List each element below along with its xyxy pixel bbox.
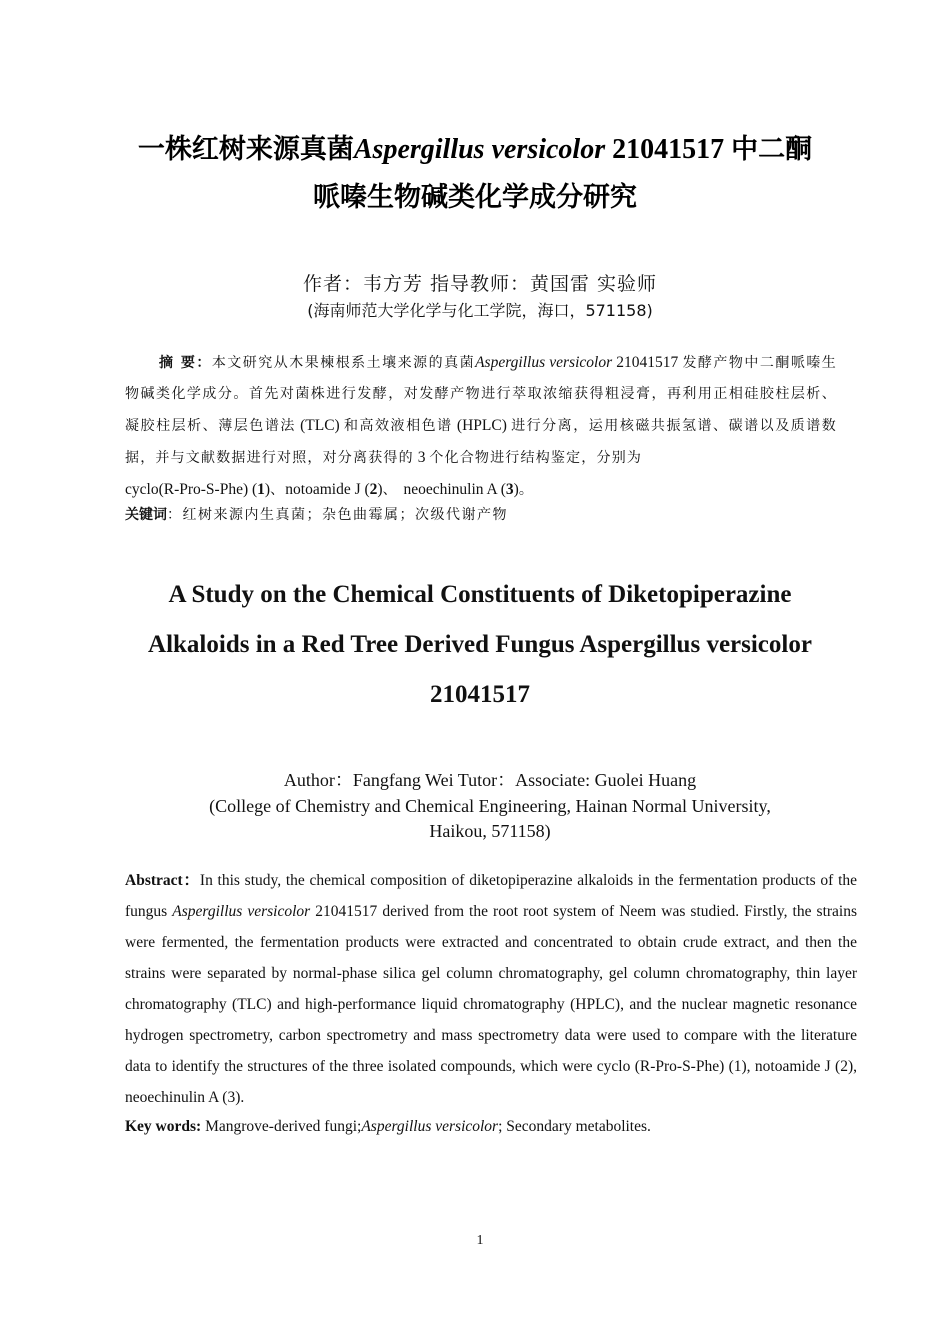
page-number: 1 <box>476 1233 484 1248</box>
english-abstract-label: Abstract： <box>125 872 200 889</box>
english-author-line: Author：Fangfang Wei Tutor：Associate: Guolei Huang <box>283 770 697 790</box>
chinese-abstract-label: 摘 要： <box>159 355 212 371</box>
title-species: Aspergillus versicolor <box>353 134 606 165</box>
compound-3: neoechinulin A (3) <box>403 481 519 498</box>
chinese-keywords-label: 关键词 <box>125 507 167 523</box>
english-title-line-1: A Study on the Chemical Constituents of Diketopiperazine <box>168 581 792 608</box>
english-abstract: Abstract：In this study, the chemical composition of diketopiperazine alkaloids in the fermentation products of the fungus Aspergillus versicolor 21041517 derived from the root root system of Neem was studied. Firstly, the strains were fermented, the fermentation products were extracted and concentrated to obtain crude extract, and then the strains were separated by normal-phase silica gel column chromatography, gel column chromatography, thin layer chromatography (TLC) and high-performance liquid chromatography (HPLC), and the nuclear magnetic resonance hydrogen spectrometry, carbon spectrometry and mass spectrometry data were used to compare with the literature data to identify the structures of the three isolated compounds, which were cyclo (R-Pro-S-Phe) (1), notoamide J (2), neoechinulin A (3). <box>125 872 858 1106</box>
english-keywords: Key words: Mangrove-derived fungi;Aspergillus versicolor; Secondary metabolites. <box>125 1118 651 1135</box>
english-affiliation: (College of Chemistry and Chemical Engineering, Hainan Normal University, Haikou, 571158) <box>209 796 771 841</box>
chinese-title-line-1: 一株红树来源真菌Aspergillus versicolor 21041517 中二酮 <box>137 134 813 165</box>
english-keywords-label: Key words: <box>125 1118 202 1135</box>
chinese-title-line-2: 哌嗪生物碱类化学成分研究 <box>313 182 637 213</box>
compound-1: cyclo(R-Pro-S-Phe) (1) <box>125 481 271 498</box>
chinese-affiliation: (海南师范大学化学与化工学院，海口，571158) <box>307 301 653 320</box>
english-title-line-2: Alkaloids in a Red Tree Derived Fungus Aspergillus versicolor <box>148 631 812 658</box>
chinese-keywords: 关键词：红树来源内生真菌；杂色曲霉属；次级代谢产物 <box>125 507 508 523</box>
chinese-abstract: 摘 要：本文研究从木果楝根系土壤来源的真菌Aspergillus versicolor 21041517 发酵产物中二酮哌嗪生物碱类化学成分。首先对菌株进行发酵，对发酵产物进行萃取浓缩获得粗浸膏，再利用正相硅胶柱层析、凝胶柱层析、薄层色谱法 (TLC) 和高效液相色谱 (HPLC) 进行分离，运用核磁共振氢谱、碳谱以及质谱数据，并与文献数据进行对照，对分离获得的 3 个化合物进行结构鉴定，分别为 cyclo(R-Pro-S-Phe) (1)、notoamide J (2)、 neoechinulin A (3)。 <box>125 354 838 498</box>
english-title-line-3: 21041517 <box>430 681 530 708</box>
chinese-title <box>90 126 860 222</box>
english-title <box>100 570 860 720</box>
compound-2: notoamide J (2) <box>285 481 383 498</box>
chinese-author-line: 作者：韦方芳 指导教师：黄国雷 实验师 <box>302 273 658 295</box>
